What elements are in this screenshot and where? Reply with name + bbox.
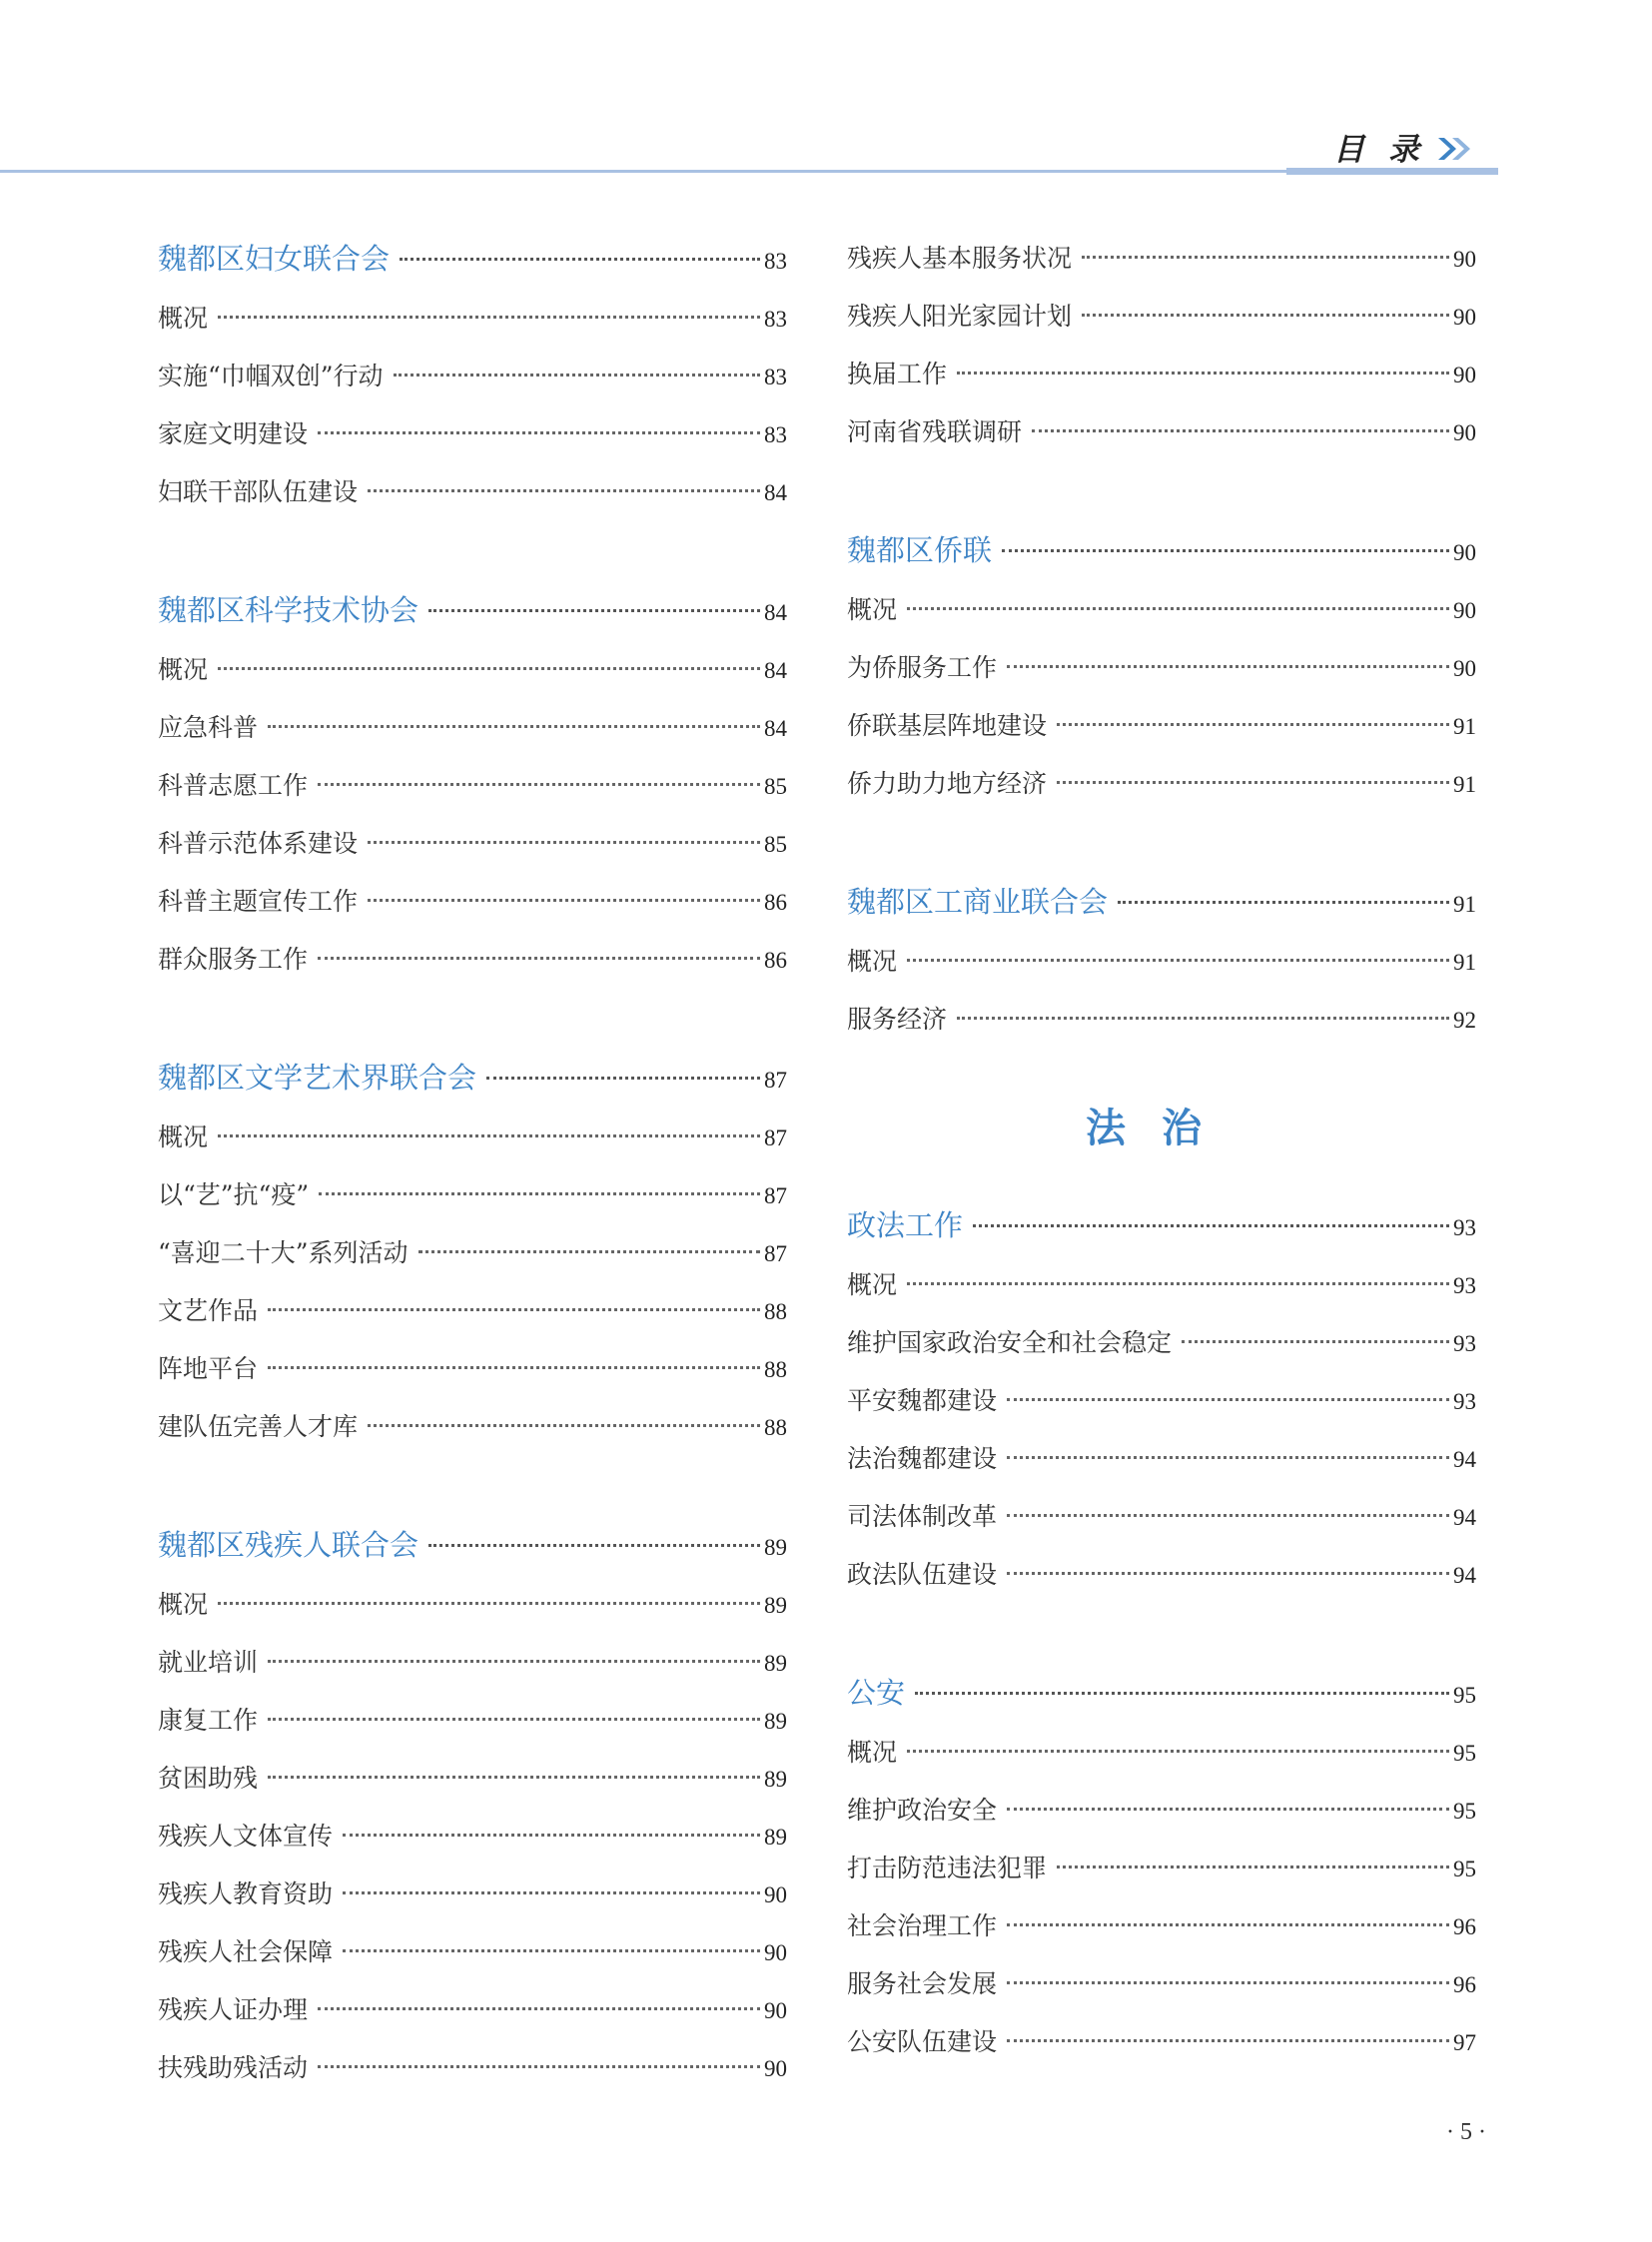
leader-dots [907, 1282, 1449, 1285]
leader-dots [368, 841, 760, 844]
leader-dots [418, 1250, 760, 1253]
leader-dots [394, 374, 760, 376]
toc-entry[interactable]: 换届工作 90 [847, 360, 1476, 388]
leader-dots [318, 431, 760, 434]
leader-dots [1082, 314, 1449, 317]
toc-section-entry[interactable]: 魏都区工商业联合会 91 [847, 885, 1476, 919]
toc-entry[interactable]: “喜迎二十大”系列活动 87 [158, 1238, 787, 1267]
toc-entry[interactable]: 服务社会发展 96 [847, 1969, 1476, 1998]
page-header-title: 目录 [1333, 132, 1443, 168]
leader-dots [1007, 1398, 1449, 1401]
leader-dots [1007, 665, 1449, 668]
leader-dots [1002, 549, 1449, 552]
leader-dots [218, 667, 760, 670]
leader-dots [1057, 781, 1449, 784]
leader-dots [1118, 901, 1449, 904]
toc-entry[interactable]: 概况 89 [158, 1590, 787, 1619]
leader-dots [318, 2007, 760, 2010]
toc-entry[interactable]: 概况 84 [158, 655, 787, 684]
toc-entry[interactable]: 残疾人社会保障 90 [158, 1937, 787, 1966]
toc-section-entry[interactable]: 魏都区侨联 90 [847, 533, 1476, 567]
group-spacer [847, 461, 1476, 521]
toc-entry[interactable]: 概况 87 [158, 1122, 787, 1151]
toc-entry[interactable]: 侨力助力地方经济 91 [847, 769, 1476, 798]
header-rule [0, 170, 1498, 173]
leader-dots [1182, 1340, 1449, 1343]
leader-dots [368, 899, 760, 902]
leader-dots [1032, 429, 1449, 432]
leader-dots [957, 372, 1449, 374]
toc-section-entry[interactable]: 魏都区文学艺术界联合会 87 [158, 1061, 787, 1095]
double-chevron-right-icon [1436, 136, 1476, 162]
toc-entry[interactable]: 康复工作 89 [158, 1706, 787, 1735]
leader-dots [318, 2065, 760, 2068]
toc-right-column [847, 230, 1476, 2071]
toc-entry[interactable]: 维护政治安全 95 [847, 1796, 1476, 1825]
toc-entry[interactable]: 贫困助残 89 [158, 1764, 787, 1793]
toc-entry[interactable]: 平安魏都建设 93 [847, 1386, 1476, 1415]
toc-entry[interactable]: 概况 91 [847, 947, 1476, 976]
toc-entry[interactable]: 残疾人基本服务状况 90 [847, 244, 1476, 273]
toc-entry[interactable]: 科普志愿工作 85 [158, 771, 787, 800]
leader-dots [268, 725, 760, 728]
toc-entry[interactable]: 科普示范体系建设 85 [158, 829, 787, 858]
leader-dots [1007, 1514, 1449, 1517]
leader-dots [1007, 1808, 1449, 1811]
leader-dots [1057, 723, 1449, 726]
toc-entry[interactable]: 群众服务工作 86 [158, 945, 787, 974]
toc-entry[interactable]: 扶残助残活动 90 [158, 2053, 787, 2082]
leader-dots [1057, 1866, 1449, 1868]
toc-entry[interactable]: 残疾人证办理 90 [158, 1995, 787, 2024]
leader-dots [1007, 1923, 1449, 1926]
toc-entry[interactable]: 维护国家政治安全和社会稳定 93 [847, 1328, 1476, 1357]
toc-entry[interactable]: 社会治理工作 96 [847, 1911, 1476, 1940]
toc-section-entry[interactable]: 魏都区科学技术协会 84 [158, 593, 787, 627]
leader-dots [268, 1308, 760, 1311]
leader-dots [368, 1424, 760, 1427]
leader-dots [318, 957, 760, 960]
leader-dots [486, 1077, 760, 1080]
page-number: · 5 · [1446, 2119, 1486, 2145]
leader-dots [428, 609, 760, 612]
header-accent-bar [1286, 168, 1498, 175]
toc-entry[interactable]: 政法队伍建设 94 [847, 1560, 1476, 1589]
group-spacer [158, 989, 787, 1049]
toc-entry[interactable]: 为侨服务工作 90 [847, 653, 1476, 682]
leader-dots [1007, 2039, 1449, 2042]
toc-entry[interactable]: 妇联干部队伍建设 84 [158, 477, 787, 506]
toc-entry[interactable]: 概况 90 [847, 595, 1476, 624]
toc-entry[interactable]: 科普主题宣传工作 86 [158, 887, 787, 916]
toc-entry[interactable]: 就业培训 89 [158, 1648, 787, 1677]
leader-dots [319, 1192, 760, 1195]
toc-section-entry[interactable]: 公安 95 [847, 1676, 1476, 1710]
leader-dots [907, 1750, 1449, 1753]
toc-entry[interactable]: 服务经济 92 [847, 1005, 1476, 1034]
leader-dots [343, 1949, 760, 1952]
leader-dots [428, 1544, 760, 1547]
toc-entry[interactable]: 法治魏都建设 94 [847, 1444, 1476, 1473]
group-spacer [158, 521, 787, 581]
toc-entry[interactable]: 侨联基层阵地建设 91 [847, 711, 1476, 740]
toc-entry[interactable]: 阵地平台 88 [158, 1354, 787, 1383]
toc-section-entry[interactable]: 魏都区残疾人联合会 89 [158, 1528, 787, 1562]
leader-dots [268, 1660, 760, 1663]
toc-entry[interactable]: 文艺作品 88 [158, 1296, 787, 1325]
leader-dots [1007, 1572, 1449, 1575]
leader-dots [318, 783, 760, 786]
leader-dots [218, 1602, 760, 1605]
toc-entry[interactable]: 公安队伍建设 97 [847, 2027, 1476, 2056]
group-spacer [847, 813, 1476, 873]
toc-entry[interactable]: 残疾人文体宣传 89 [158, 1822, 787, 1851]
toc-entry[interactable]: 家庭文明建设 83 [158, 419, 787, 448]
leader-dots [1007, 1456, 1449, 1459]
toc-entry[interactable]: 实施“巾帼双创”行动 83 [158, 362, 787, 390]
leader-dots [1007, 1981, 1449, 1984]
toc-left-column [158, 230, 787, 2097]
toc-entry[interactable]: 残疾人阳光家园计划 90 [847, 302, 1476, 331]
group-spacer [158, 1456, 787, 1516]
toc-entry[interactable]: 概况 95 [847, 1738, 1476, 1767]
leader-dots [268, 1718, 760, 1721]
toc-entry[interactable]: 以“艺”抗“疫” 87 [158, 1180, 787, 1209]
leader-dots [343, 1891, 760, 1894]
toc-entry[interactable]: 打击防范违法犯罪 95 [847, 1854, 1476, 1882]
leader-dots [268, 1366, 760, 1369]
toc-entry[interactable]: 概况 83 [158, 304, 787, 333]
leader-dots [400, 258, 760, 261]
leader-dots [957, 1017, 1449, 1020]
toc-entry[interactable]: 残疾人教育资助 90 [158, 1879, 787, 1908]
leader-dots [915, 1692, 1449, 1695]
leader-dots [907, 607, 1449, 610]
toc-entry[interactable]: 司法体制改革 94 [847, 1502, 1476, 1531]
leader-dots [907, 959, 1449, 962]
toc-entry[interactable]: 应急科普 84 [158, 713, 787, 742]
group-spacer [847, 1604, 1476, 1664]
toc-section-entry[interactable]: 政法工作 93 [847, 1208, 1476, 1242]
leader-dots [1082, 256, 1449, 259]
leader-dots [218, 316, 760, 319]
leader-dots [268, 1776, 760, 1779]
toc-entry[interactable]: 河南省残联调研 90 [847, 417, 1476, 446]
toc-entry[interactable]: 建队伍完善人才库 88 [158, 1412, 787, 1441]
leader-dots [218, 1134, 760, 1137]
leader-dots [973, 1224, 1449, 1227]
chapter-title: 法治 [1086, 1105, 1238, 1151]
leader-dots [343, 1834, 760, 1837]
leader-dots [368, 489, 760, 492]
toc-section-entry[interactable]: 魏都区妇女联合会 83 [158, 242, 787, 276]
toc-entry[interactable]: 概况 93 [847, 1270, 1476, 1299]
